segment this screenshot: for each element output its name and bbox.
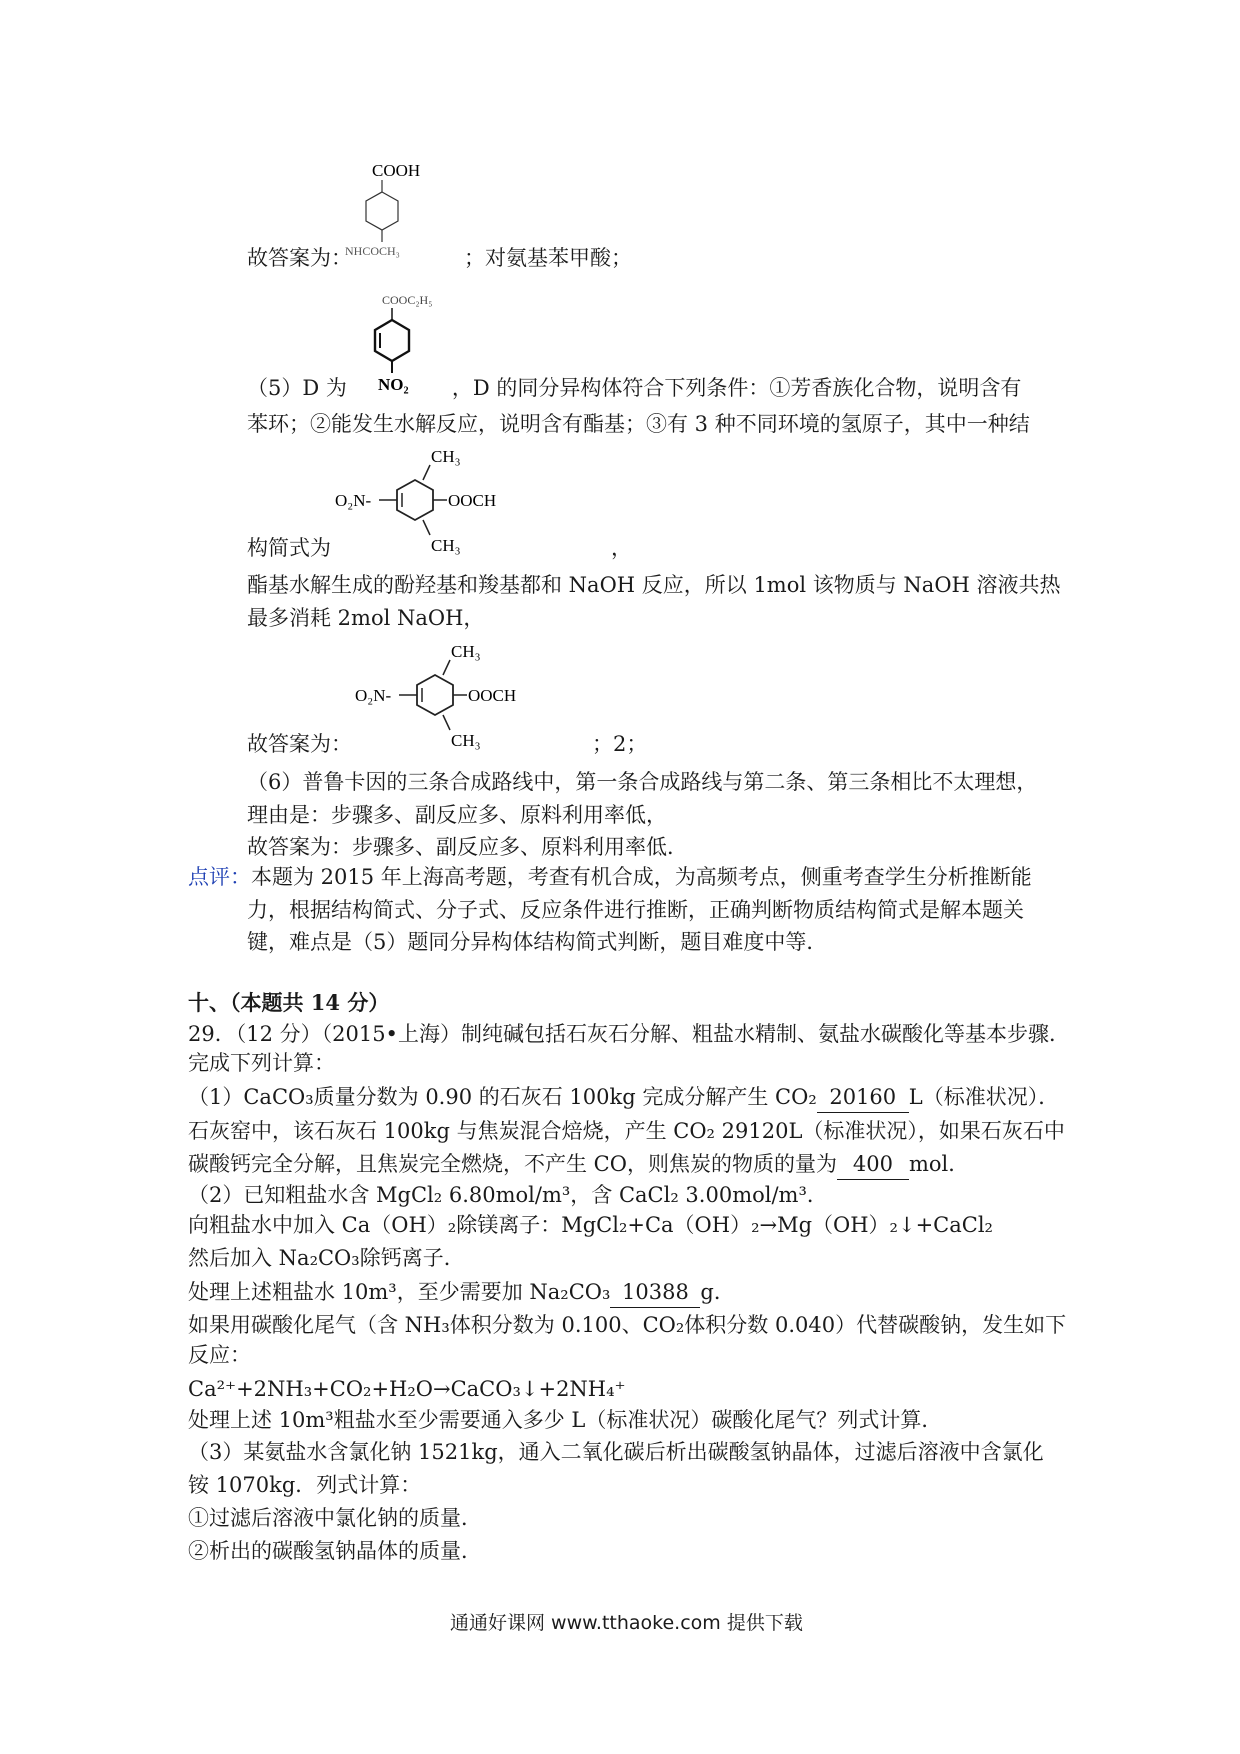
q29-part1-line3: 碳酸钙完全分解，且焦炭完全燃烧，不产生 CO，则焦炭的物质的量为 400 mol． (188, 1149, 969, 1180)
answer-line-1: 故答案为： ；对氨基苯甲酸； (247, 246, 632, 270)
q29-part3-line1: （3）某氨盐水含氯化钠 1521kg，通入二氧化碳后析出碳酸氢钠晶体，过滤后溶液中含氯化 (188, 1440, 1044, 1464)
q29-part1-line1: （1）CaCO₃质量分数为 0.90 的石灰石 100kg 完成分解产生 CO₂ 20160 L（标准状况）． (188, 1082, 1059, 1113)
struct1-top-label: COOH (372, 161, 421, 180)
q6-line-1: （6）普鲁卡因的三条合成路线中，第一条合成路线与第二条、第三条相比不太理想， (247, 770, 1038, 794)
q29-line-2: 完成下列计算： (188, 1051, 335, 1075)
answer-line-2: 故答案为： ；2； (247, 732, 648, 756)
page-footer: 通通好课网 www.tthaoke.com 提供下载 (450, 1612, 803, 1634)
q29-part3-item1: ①过滤后溶液中氯化钠的质量． (188, 1506, 482, 1530)
q29-part2-line4: 处理上述粗盐水 10m³，至少需要加 Na₂CO₃ 10388 g． (188, 1277, 735, 1308)
struct4-top-label: CH₃ (451, 642, 481, 661)
comment-line-3: 键，难点是（5）题同分异构体结构简式判断，题目难度中等． (247, 930, 828, 954)
q6-line-2: 理由是：步骤多、副反应多、原料利用率低， (247, 803, 667, 827)
struct3-right-label: OOCH (448, 491, 497, 510)
q29-part2-line3: 然后加入 Na₂CO₃除钙离子． (188, 1246, 465, 1270)
reaction-equation: Ca²⁺+2NH₃+CO₂+H₂O→CaCO₃↓+2NH₄⁺ (188, 1377, 626, 1401)
q29-part2-line1: （2）已知粗盐水含 MgCl₂ 6.80mol/m³，含 CaCl₂ 3.00mol/m³． (188, 1183, 828, 1207)
answer-blank-co2-volume: 20160 (817, 1082, 909, 1113)
q29-line-1: 29．（12 分）（2015•上海）制纯碱包括石灰石分解、粗盐水精制、氨盐水碳酸化等基本步骤． (188, 1022, 1070, 1046)
answer-blank-coke-moles: 400 (837, 1149, 909, 1180)
struct2-bottom-label: NO₂ (378, 375, 409, 394)
q29-part2-line2: 向粗盐水中加入 Ca（OH）₂除镁离子：MgCl₂+Ca（OH）₂→Mg（OH）₂↓+CaCl₂ (188, 1213, 993, 1237)
q29-part3-line2: 铵 1070kg．列式计算： (188, 1473, 422, 1497)
comment-line-1: 点评：本题为 2015 年上海高考题，考查有机合成，为高频考点，侧重考查学生分析推断能 (188, 865, 1032, 889)
q5-line-2: 苯环；②能发生水解反应，说明含有酯基；③有 3 种不同环境的氢原子，其中一种结 (247, 412, 1030, 436)
comment-label: 点评： (188, 865, 251, 889)
struct3-top-label: CH₃ (431, 447, 461, 466)
q29-part3-item2: ②析出的碳酸氢钠晶体的质量． (188, 1539, 482, 1563)
struct4-bottom-label: CH₃ (451, 731, 481, 750)
explanation-line-2: 最多消耗 2mol NaOH， (247, 606, 485, 630)
comment-line-2: 力，根据结构简式、分子式、反应条件进行推断，正确判断物质结构简式是解本题关 (247, 898, 1024, 922)
struct3-left-label: O₂N- (335, 491, 372, 510)
struct-formula-line: 构简式为 ， (247, 536, 632, 560)
section-heading: 十、（本题共 14 分） (188, 990, 390, 1015)
struct1-bottom-label: NHCOCH₃ (345, 244, 400, 258)
struct4-left-label: O₂N- (355, 686, 392, 705)
q5-line: （5）D 为 ，D 的同分异构体符合下列条件：①芳香族化合物，说明含有 (247, 376, 1022, 400)
q6-answer: 故答案为：步骤多、副反应多、原料利用率低． (247, 835, 688, 859)
struct2-top-label: COOC₂H₅ (382, 293, 433, 307)
q29-part2-line6: 反应： (188, 1343, 251, 1367)
answer-blank-na2co3-mass: 10388 (610, 1277, 700, 1308)
struct3-bottom-label: CH₃ (431, 536, 461, 555)
explanation-line-1: 酯基水解生成的酚羟基和羧基都和 NaOH 反应，所以 1mol 该物质与 NaOH 溶液共热 (247, 573, 1061, 597)
struct4-right-label: OOCH (468, 686, 517, 705)
q29-part1-line2: 石灰窑中，该石灰石 100kg 与焦炭混合焙烧，产生 CO₂ 29120L（标准状况），如果石灰石中 (188, 1119, 1065, 1143)
q29-part2-line8: 处理上述 10m³粗盐水至少需要通入多少 L（标准状况）碳酸化尾气？列式计算． (188, 1408, 943, 1432)
q29-part2-line5: 如果用碳酸化尾气（含 NH₃体积分数为 0.100、CO₂体积分数 0.040）代替碳酸钠，发生如下 (188, 1313, 1067, 1337)
